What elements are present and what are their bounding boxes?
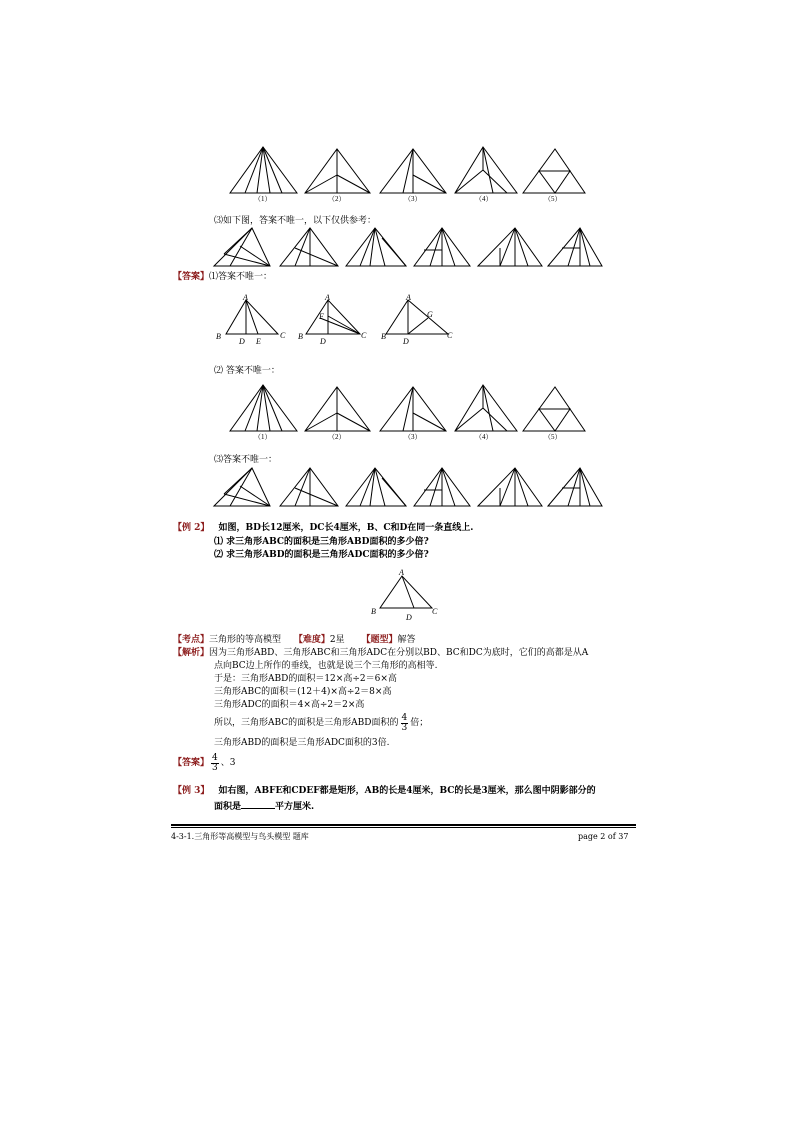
point-label-c: C [361, 331, 367, 340]
answer-example-2 [173, 751, 235, 775]
example-3-text-b: 平方厘米. [275, 802, 315, 812]
example-2-figure [376, 572, 436, 612]
point-label-e: E [256, 337, 261, 346]
point-label-b: B [298, 332, 303, 341]
answer-fraction [211, 754, 219, 773]
point-label-a: A [399, 568, 404, 577]
point-label-a: A [406, 293, 411, 302]
point-label-c: C [280, 331, 286, 340]
point-label-d: D [320, 337, 326, 346]
example-2-statement: 如图，BD长12厘米，DC长4厘米，B、C和D在同一条直线上. [218, 523, 474, 533]
point-label-b: B [371, 607, 376, 616]
point-label-b: B [216, 332, 221, 341]
analysis-line-1 [173, 647, 588, 659]
q3-note: ⑶如下图，答案不唯一，以下仅供参考： [214, 216, 377, 226]
kaodian-tag: 【考点】 [173, 635, 210, 645]
point-label-g: G [427, 310, 433, 319]
fraction-denominator: 3 [212, 762, 218, 773]
point-label-d: D [406, 613, 412, 622]
figure-caption: （1） [254, 433, 272, 441]
analysis-line-5: 三角形ADC的面积＝4×高÷2＝2×高 [214, 700, 365, 710]
answer-tag: 【答案】 [173, 758, 210, 768]
figure-caption: （1） [254, 195, 272, 203]
triangle-figures-row-2 [210, 226, 605, 270]
point-label-c: C [447, 331, 453, 340]
figure-caption: （5） [544, 195, 562, 203]
analysis-line-2: 点向BC边上所作的垂线，也就是说三个三角形的高相等. [214, 661, 438, 671]
footer-rule [171, 824, 636, 826]
example-2-tag: 【例 2】 [173, 523, 210, 533]
answer-1-text: ⑴答案不唯一： [209, 272, 273, 282]
figure-caption: （3） [404, 433, 422, 441]
answer-tag: 【答案】 [173, 272, 210, 282]
answer-3-note: ⑶答案不唯一： [214, 455, 278, 465]
analysis-line-3: 于是：三角形ABD的面积＝12×高÷2＝6×高 [214, 674, 397, 684]
analysis-text-1: 因为三角形ABD、三角形ABC和三角形ADC在分别以BD、BC和DC为底时，它们的高都是从A [209, 648, 589, 658]
footer-page-number: page 2 of 37 [578, 832, 629, 841]
triangle-figures-row-1 [225, 145, 595, 197]
analysis-text-6b: 倍； [410, 718, 429, 728]
figure-caption: （2） [328, 195, 346, 203]
fraction-four-thirds [401, 714, 409, 733]
example-2-line1 [173, 522, 473, 534]
figure-caption: （4） [475, 433, 493, 441]
point-label-b: B [381, 332, 386, 341]
answer-rest: 、3 [220, 758, 236, 768]
point-label-a: A [325, 293, 330, 302]
footer-rule-thin [171, 827, 636, 828]
figure-caption: （5） [544, 433, 562, 441]
nandu-value: 2星 [329, 635, 345, 645]
figure-caption: （2） [328, 433, 346, 441]
example-3-line1 [173, 785, 596, 797]
tixing-tag: 【题型】 [361, 635, 398, 645]
fraction-denominator: 3 [401, 722, 408, 733]
example-3-text-a: 面积是 [214, 802, 242, 812]
example-3-line2 [214, 799, 314, 813]
example-2-question-2: ⑵ 求三角形ABD的面积是三角形ADC面积的多少倍? [214, 550, 429, 560]
analysis-line-4: 三角形ABC的面积＝(12＋4)×高÷2＝8×高 [214, 687, 392, 697]
answer-1-line [173, 271, 272, 283]
analysis-line-6 [214, 711, 428, 735]
example-2-question-1: ⑴ 求三角形ABC的面积是三角形ABD面积的多少倍? [214, 537, 429, 547]
meta-line [173, 634, 416, 646]
point-label-d: D [403, 337, 409, 346]
analysis-text-6a: 所以，三角形ABC的面积是三角形ABD面积的 [214, 718, 399, 728]
analysis-tag: 【解析】 [173, 648, 210, 658]
triangle-figures-row-4 [210, 466, 605, 510]
kaodian-value: 三角形的等高模型 [209, 635, 282, 645]
fraction-numerator: 4 [401, 712, 408, 723]
point-label-d: D [239, 337, 245, 346]
nandu-tag: 【难度】 [293, 635, 330, 645]
tixing-value: 解答 [397, 635, 416, 645]
footer-left: 4-3-1.三角形等高模型与鸟头模型 题库 [171, 832, 309, 841]
point-label-f: F [319, 312, 324, 321]
figure-caption: （3） [404, 195, 422, 203]
point-label-c: C [432, 607, 438, 616]
answer-blank [241, 799, 275, 809]
point-label-a: A [243, 293, 248, 302]
figure-caption: （4） [475, 195, 493, 203]
fraction-numerator: 4 [212, 752, 218, 763]
triangle-figures-row-3 [225, 383, 595, 435]
analysis-line-7: 三角形ABD的面积是三角形ADC面积的3倍. [214, 738, 390, 748]
answer-2-note: ⑵ 答案不唯一： [214, 366, 280, 376]
example-3-tag: 【例 3】 [173, 786, 210, 796]
example-3-statement: 如右图，ABFE和CDEF都是矩形，AB的长是4厘米，BC的长是3厘米，那么图中阴影部分的 [218, 786, 596, 796]
